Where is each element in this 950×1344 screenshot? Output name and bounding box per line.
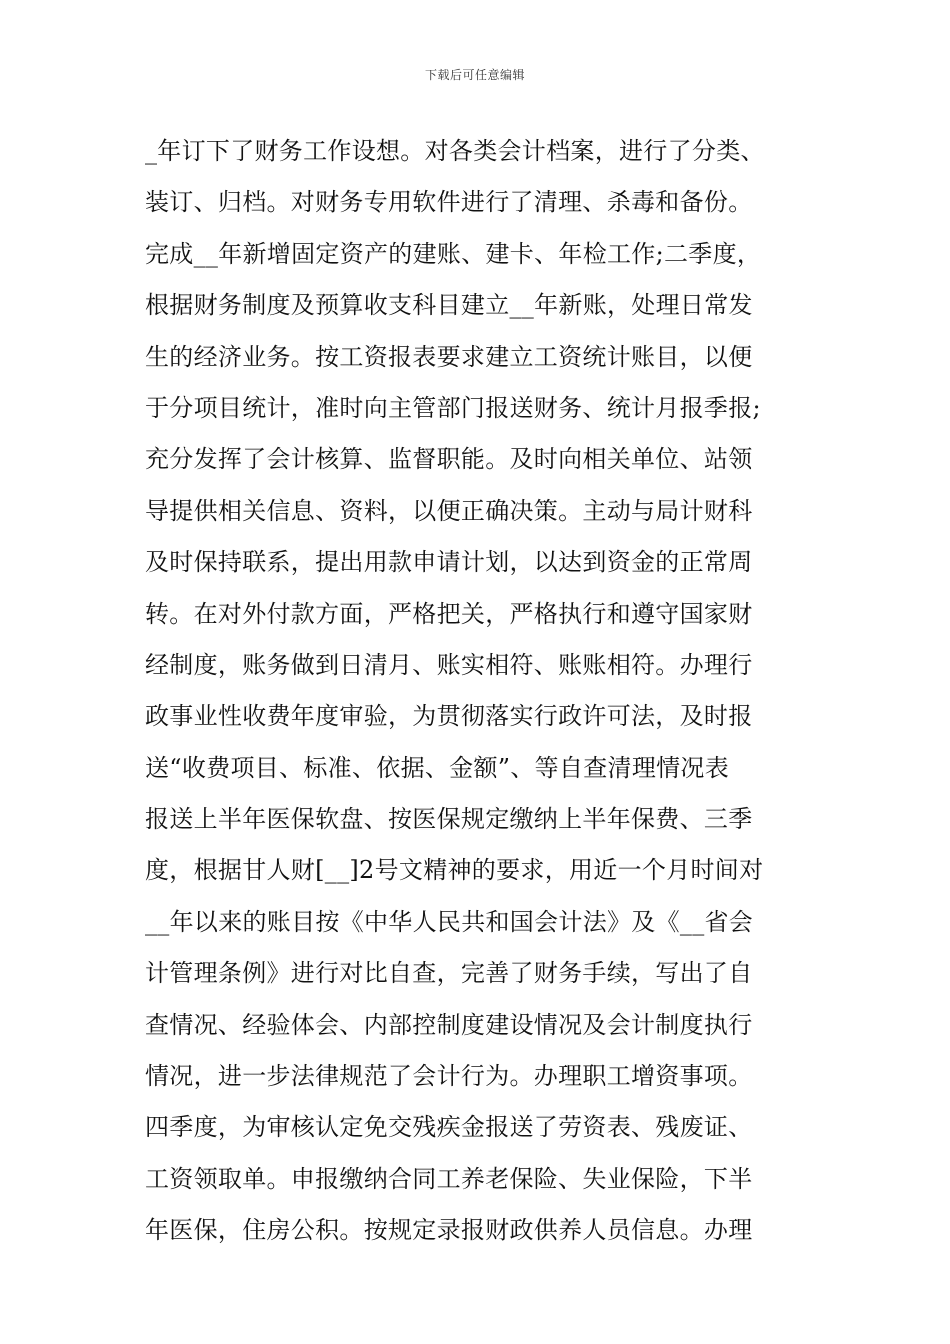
text-line: 情况，进一步法律规范了会计行为。办理职工增资事项。 (145, 1062, 753, 1091)
text-line: 经制度，账务做到日清月、账实相符、账账相符。办理行 (145, 650, 753, 679)
text-line: 及时保持联系，提出用款申请计划，以达到资金的正常周 (145, 548, 753, 577)
text-line: 装订、归档。对财务专用软件进行了清理、杀毒和备份。 (145, 188, 753, 217)
text-line: 充分发挥了会计核算、监督职能。及时向相关单位、站领 (145, 445, 753, 474)
text-line: 根据财务制度及预算收支科目建立__年新账，处理日常发 (145, 291, 753, 320)
text-line: 完成__年新增固定资产的建账、建卡、年检工作;二季度， (145, 239, 762, 268)
text-line: 转。在对外付款方面，严格把关，严格执行和遵守国家财 (145, 599, 753, 628)
text-line: 年医保，住房公积。按规定录报财政供养人员信息。办理 (145, 1216, 753, 1245)
page-header-note: 下载后可任意编辑 (424, 68, 525, 82)
text-line: 送“收费项目、标准、依据、金额”、等自查清理情况表 (145, 753, 730, 782)
text-line: 查情况、经验体会、内部控制度建设情况及会计制度执行 (145, 1010, 753, 1039)
text-line: 计管理条例》进行对比自查，完善了财务手续，写出了自 (145, 959, 753, 988)
text-line: 政事业性收费年度审验，为贯彻落实行政许可法，及时报 (145, 702, 753, 731)
text-line: 度，根据甘人财[__]2号文精神的要求，用近一个月时间对 (145, 856, 764, 885)
text-line: 导提供相关信息、资料，以便正确决策。主动与局计财科 (145, 496, 753, 525)
text-line: _年订下了财务工作设想。对各类会计档案，进行了分类、 (145, 137, 765, 165)
text-line: 报送上半年医保软盘、按医保规定缴纳上半年保费、三季 (145, 805, 753, 834)
document-body (145, 126, 815, 1257)
text-line: 四季度，为审核认定免交残疾金报送了劳资表、残废证、 (145, 1113, 753, 1142)
text-line: __年以来的账目按《中华人民共和国会计法》及《__省会 (145, 907, 754, 936)
text-line: 工资领取单。申报缴纳合同工养老保险、失业保险，下半 (145, 1164, 753, 1193)
text-line: 于分项目统计，准时向主管部门报送财务、统计月报季报; (145, 393, 761, 422)
text-line: 生的经济业务。按工资报表要求建立工资统计账目，以便 (145, 342, 753, 371)
